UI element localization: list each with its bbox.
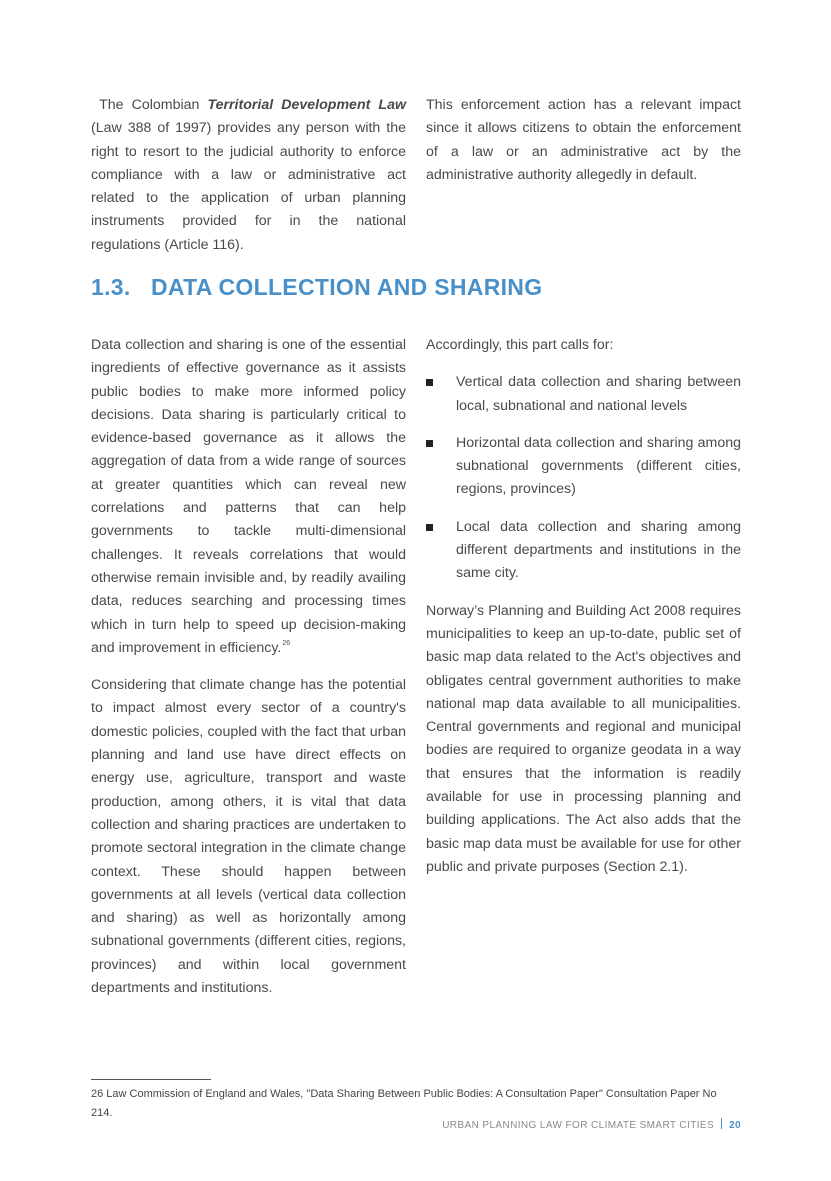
calls-for-intro: Accordingly, this part calls for: [426, 337, 614, 353]
paragraph-lead: The Colombian [99, 97, 208, 113]
colombia-law-paragraph [91, 94, 406, 257]
list-item [426, 516, 741, 586]
section-number: 1.3. [91, 274, 131, 300]
data-sharing-paragraph [91, 334, 406, 660]
calls-for-list [426, 371, 741, 585]
section-heading [91, 274, 542, 301]
page-number: 20 [729, 1120, 741, 1131]
law-name-emphasis: Territorial Development Law [207, 97, 406, 113]
intro-right-column [426, 94, 741, 187]
enforcement-paragraph: This enforcement action has a relevant impact since it allows citizens to obtain the enforcement of a law or an administrative act by the administrative authority allegedly in default. [426, 97, 741, 183]
footnote-reference[interactable]: 26 [282, 639, 291, 647]
page-footer [442, 1118, 741, 1131]
square-bullet-icon [426, 524, 433, 531]
list-item [426, 371, 741, 418]
intro-left-column [91, 94, 406, 257]
footnote-divider [91, 1079, 211, 1080]
left-column [91, 334, 406, 1000]
norway-act-paragraph: Norway’s Planning and Building Act 2008 requires municipalities to keep an up-to-date, public set of basic map data related to the Act's objectives and obligates central government authorities to make national map data available to all municipalities. Central governments and regional and municipal bodies are required to organize geodata in a way that ensures that the information is readily available for use in processing planning and building applications. The Act also adds that the basic map data must be available for use for other public and private purposes (Section 2.1). [426, 602, 741, 875]
footnote-text: 26 Law Commission of England and Wales, "Data Sharing Between Public Bodies: A Consultation Paper" Consultation Paper No 214. [91, 1088, 717, 1119]
list-item-text: Local data collection and sharing among different departments and institutions in the same city. [456, 518, 741, 582]
list-item [426, 432, 741, 502]
square-bullet-icon [426, 379, 433, 386]
list-item-text: Horizontal data collection and sharing among subnational governments (different cities, regions, provinces) [456, 434, 741, 498]
paragraph-rest: (Law 388 of 1997) provides any person with the right to resort to the judicial authority to enforce compliance with a law or administrative act related to the application of urban planning instruments provided for in the national regulations (Article 116). [91, 120, 406, 253]
footer-title: URBAN PLANNING LAW FOR CLIMATE SMART CITIES [442, 1120, 715, 1131]
climate-change-paragraph: Considering that climate change has the potential to impact almost every sector of a country's domestic policies, coupled with the fact that urban planning and land use have direct effects on energy use, agriculture, transport and waste production, among others, it is vital that data collection and sharing practices are undertaken to promote sectoral integration in the climate change context. These should happen between governments at all levels (vertical data collection and sharing) as well as horizontally among subnational governments (different cities, regions, provinces) and within local government departments and institutions. [91, 677, 406, 997]
data-sharing-text: Data collection and sharing is one of the essential ingredients of effective governance as it assists public bodies to make more informed policy decisions. Data sharing is particularly critical to evidence-based governance as it allows the aggregation of data from a wide range of sources at greater quantities which can reveal new correlations and patterns that can help governments to tackle multi-dimensional challenges. It reveals correlations that would otherwise remain invisible and, by readily availing data, reduces searching and processing times which in turn help to speed up decision-making and improvement in efficiency. [91, 337, 406, 656]
square-bullet-icon [426, 440, 433, 447]
right-column [426, 334, 741, 879]
section-title: DATA COLLECTION AND SHARING [151, 274, 543, 300]
list-item-text: Vertical data collection and sharing between local, subnational and national levels [456, 374, 741, 414]
footer-separator [721, 1118, 722, 1129]
